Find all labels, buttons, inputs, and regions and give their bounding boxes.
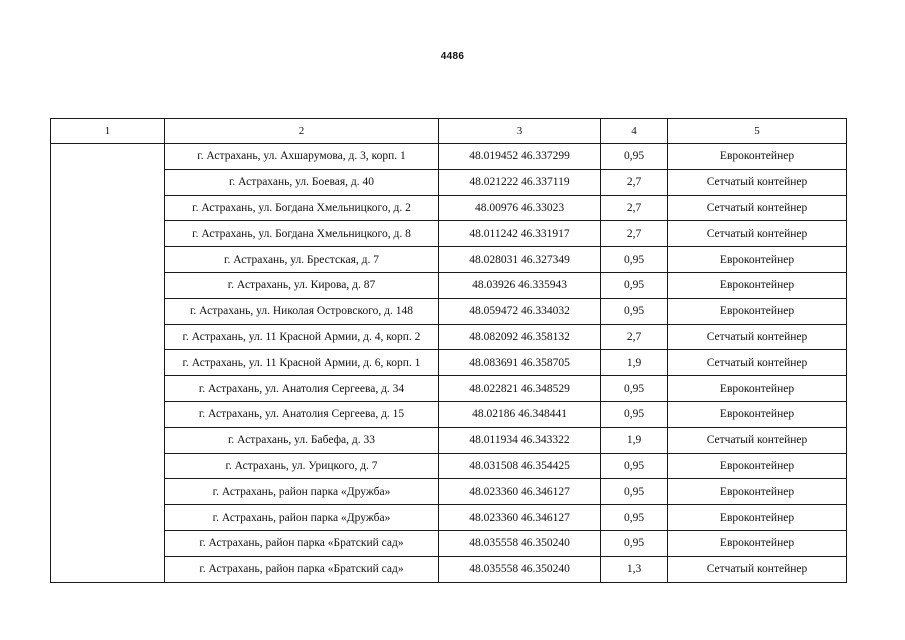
address-cell: г. Астрахань, ул. Николая Островского, д. 148 (165, 298, 439, 324)
address-cell: г. Астрахань, ул. Богдана Хмельницкого, д. 8 (165, 221, 439, 247)
address-cell: г. Астрахань, ул. Бабефа, д. 33 (165, 427, 439, 453)
header-col-1: 1 (51, 119, 165, 144)
address-cell: г. Астрахань, ул. Анатолия Сергеева, д. 34 (165, 376, 439, 402)
address-cell: г. Астрахань, район парка «Дружба» (165, 479, 439, 505)
volume-cell: 0,95 (601, 144, 668, 170)
table-row (51, 479, 847, 505)
volume-cell: 0,95 (601, 453, 668, 479)
container-type-cell: Евроконтейнер (668, 376, 847, 402)
address-cell: г. Астрахань, ул. Урицкого, д. 7 (165, 453, 439, 479)
address-cell: г. Астрахань, район парка «Дружба» (165, 505, 439, 531)
volume-cell: 2,7 (601, 221, 668, 247)
coordinates-cell: 48.082092 46.358132 (439, 324, 601, 350)
volume-cell: 0,95 (601, 298, 668, 324)
container-sites-table (50, 118, 847, 583)
table-row (51, 350, 847, 376)
page-number: 4486 (440, 51, 465, 62)
container-type-cell: Евроконтейнер (668, 505, 847, 531)
coordinates-cell: 48.00976 46.33023 (439, 195, 601, 221)
coordinates-cell: 48.035558 46.350240 (439, 530, 601, 556)
table-row (51, 298, 847, 324)
container-type-cell: Сетчатый контейнер (668, 221, 847, 247)
container-type-cell: Евроконтейнер (668, 453, 847, 479)
volume-cell: 0,95 (601, 479, 668, 505)
table-row (51, 272, 847, 298)
container-type-cell: Евроконтейнер (668, 479, 847, 505)
container-type-cell: Евроконтейнер (668, 530, 847, 556)
header-col-2: 2 (165, 119, 439, 144)
volume-cell: 0,95 (601, 272, 668, 298)
coordinates-cell: 48.011934 46.343322 (439, 427, 601, 453)
address-cell: г. Астрахань, ул. Кирова, д. 87 (165, 272, 439, 298)
table-body (51, 144, 847, 583)
container-type-cell: Сетчатый контейнер (668, 556, 847, 582)
table-row (51, 324, 847, 350)
coordinates-cell: 48.03926 46.335943 (439, 272, 601, 298)
table-row (51, 401, 847, 427)
address-cell: г. Астрахань, ул. Богдана Хмельницкого, д. 2 (165, 195, 439, 221)
address-cell: г. Астрахань, ул. 11 Красной Армии, д. 6, корп. 1 (165, 350, 439, 376)
coordinates-cell: 48.021222 46.337119 (439, 169, 601, 195)
address-cell: г. Астрахань, ул. Ахшарумова, д. 3, корп. 1 (165, 144, 439, 170)
header-col-5: 5 (668, 119, 847, 144)
coordinates-cell: 48.023360 46.346127 (439, 505, 601, 531)
coordinates-cell: 48.035558 46.350240 (439, 556, 601, 582)
volume-cell: 0,95 (601, 247, 668, 273)
address-cell: г. Астрахань, ул. Брестская, д. 7 (165, 247, 439, 273)
coordinates-cell: 48.011242 46.331917 (439, 221, 601, 247)
address-cell: г. Астрахань, район парка «Братский сад» (165, 530, 439, 556)
volume-cell: 1,9 (601, 350, 668, 376)
table-row (51, 169, 847, 195)
container-type-cell: Евроконтейнер (668, 144, 847, 170)
volume-cell: 2,7 (601, 324, 668, 350)
volume-cell: 0,95 (601, 401, 668, 427)
container-type-cell: Сетчатый контейнер (668, 350, 847, 376)
table-row (51, 376, 847, 402)
volume-cell: 1,9 (601, 427, 668, 453)
coordinates-cell: 48.031508 46.354425 (439, 453, 601, 479)
volume-cell: 1,3 (601, 556, 668, 582)
table-row (51, 427, 847, 453)
address-cell: г. Астрахань, район парка «Братский сад» (165, 556, 439, 582)
address-cell: г. Астрахань, ул. 11 Красной Армии, д. 4, корп. 2 (165, 324, 439, 350)
coordinates-cell: 48.028031 46.327349 (439, 247, 601, 273)
coordinates-cell: 48.019452 46.337299 (439, 144, 601, 170)
table-row (51, 453, 847, 479)
container-type-cell: Сетчатый контейнер (668, 324, 847, 350)
table-header-row (51, 119, 847, 144)
coordinates-cell: 48.059472 46.334032 (439, 298, 601, 324)
container-type-cell: Сетчатый контейнер (668, 427, 847, 453)
volume-cell: 0,95 (601, 505, 668, 531)
container-type-cell: Евроконтейнер (668, 247, 847, 273)
coordinates-cell: 48.02186 46.348441 (439, 401, 601, 427)
merged-col-1-cell (51, 144, 165, 583)
table-row (51, 505, 847, 531)
address-cell: г. Астрахань, ул. Анатолия Сергеева, д. 15 (165, 401, 439, 427)
container-type-cell: Сетчатый контейнер (668, 169, 847, 195)
address-cell: г. Астрахань, ул. Боевая, д. 40 (165, 169, 439, 195)
volume-cell: 2,7 (601, 169, 668, 195)
table-row (51, 221, 847, 247)
container-type-cell: Сетчатый контейнер (668, 195, 847, 221)
container-type-cell: Евроконтейнер (668, 298, 847, 324)
container-type-cell: Евроконтейнер (668, 272, 847, 298)
table-row (51, 530, 847, 556)
table-row (51, 247, 847, 273)
table-row (51, 556, 847, 582)
header-col-4: 4 (601, 119, 668, 144)
coordinates-cell: 48.022821 46.348529 (439, 376, 601, 402)
volume-cell: 0,95 (601, 530, 668, 556)
table-row (51, 195, 847, 221)
table-row (51, 144, 847, 170)
header-col-3: 3 (439, 119, 601, 144)
coordinates-cell: 48.023360 46.346127 (439, 479, 601, 505)
coordinates-cell: 48.083691 46.358705 (439, 350, 601, 376)
volume-cell: 2,7 (601, 195, 668, 221)
volume-cell: 0,95 (601, 376, 668, 402)
container-type-cell: Евроконтейнер (668, 401, 847, 427)
